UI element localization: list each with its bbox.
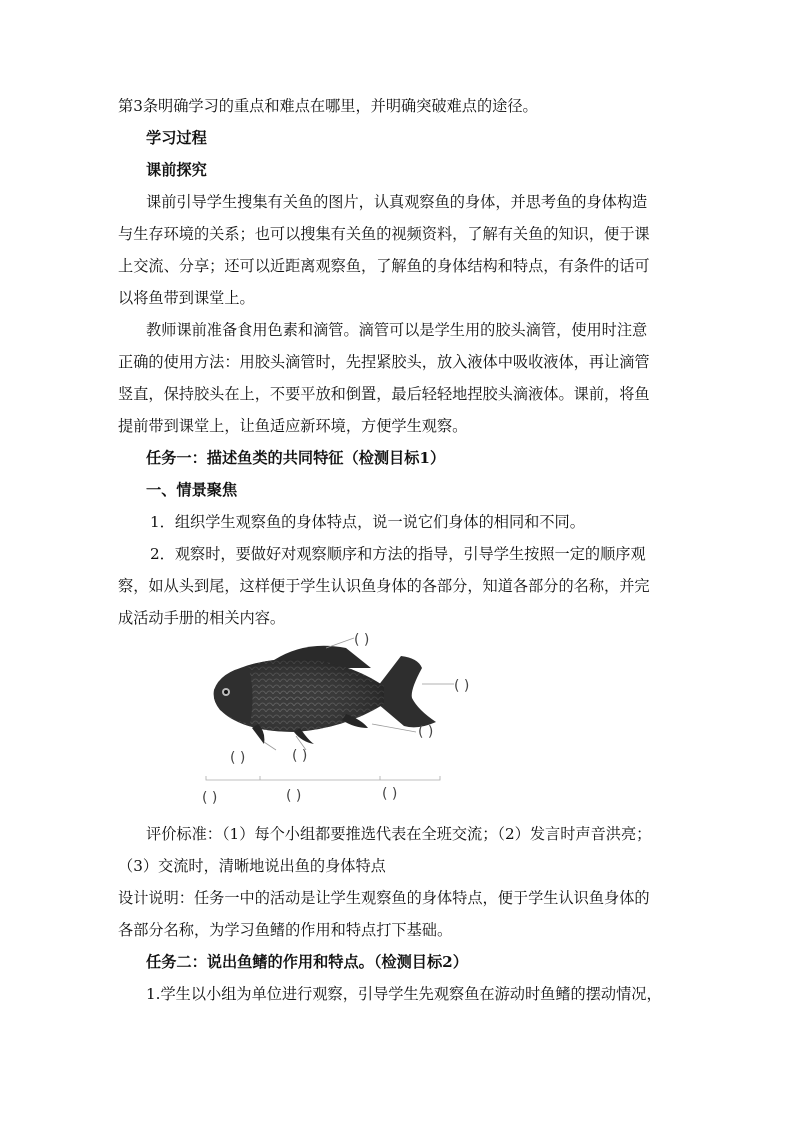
- pectoral-fin-label: ( ): [230, 750, 246, 766]
- heading-task-two: 任务二：说出鱼鳍的作用和特点。（检测目标2）: [146, 953, 468, 971]
- text-line: 以将鱼带到课堂上。: [118, 289, 255, 307]
- text-line: 各部分名称，为学习鱼鳍的作用和特点打下基础。: [118, 921, 453, 939]
- text-line: 察，如从头到尾，这样便于学生认识鱼身体的各部分，知道各部分的名称，并完: [118, 577, 650, 595]
- tail-fin: [378, 656, 436, 727]
- text-line: 上交流、分享；还可以近距离观察鱼，了解鱼的身体结构和特点，有条件的话可: [118, 257, 650, 275]
- text-line: 正确的使用方法：用胶头滴管时，先捏紧胶头，放入液体中吸收液体，再让滴管: [118, 353, 650, 371]
- fish-illustration: [196, 628, 536, 816]
- tail-fin-label: ( ): [454, 678, 470, 694]
- tail-section-label: ( ): [382, 786, 398, 802]
- heading-pre-class: 课前探究: [146, 161, 207, 179]
- pelvic-fin-label: ( ): [292, 748, 308, 764]
- dorsal-fin-label: ( ): [354, 632, 370, 648]
- head-section-label: ( ): [202, 790, 218, 806]
- heading-scene-focus: 一、情景聚焦: [146, 481, 238, 499]
- text-line: 成活动手册的相关内容。: [118, 609, 286, 627]
- heading-task-one: 任务一：描述鱼类的共同特征（检测目标1）: [146, 449, 446, 467]
- fish-diagram: [196, 628, 536, 816]
- text-line: 竖直，保持胶头在上，不要平放和倒置，最后轻轻地捏胶头滴液体。课前，将鱼: [118, 385, 650, 403]
- evaluation-criteria: 评价标准：（1）每个小组都要推选代表在全班交流；（2）发言时声音洪亮；: [146, 825, 652, 843]
- design-note: 设计说明：任务一中的活动是让学生观察鱼的身体特点，便于学生认识鱼身体的: [118, 889, 650, 907]
- list-item: 2．观察时，要做好对观察顺序和方法的指导，引导学生按照一定的顺序观: [150, 545, 646, 563]
- section-bracket: [206, 776, 440, 780]
- anal-fin-label: ( ): [418, 724, 434, 740]
- text-line: 与生存环境的关系；也可以搜集有关鱼的视频资料，了解有关鱼的知识，便于课: [118, 225, 650, 243]
- heading-learning-process: 学习过程: [146, 129, 207, 147]
- text-line: 提前带到课堂上，让鱼适应新环境，方便学生观察。: [118, 417, 468, 435]
- list-item: 1.学生以小组为单位进行观察，引导学生先观察鱼在游动时鱼鳍的摆动情况，: [146, 985, 662, 1003]
- text-line: （3）交流时，清晰地说出鱼的身体特点: [118, 857, 386, 875]
- list-item: 1．组织学生观察鱼的身体特点，说一说它们身体的相同和不同。: [150, 513, 585, 531]
- trunk-section-label: ( ): [286, 788, 302, 804]
- text-line: 第3条明确学习的重点和难点在哪里，并明确突破难点的途径。: [118, 97, 538, 115]
- fish-head: [214, 666, 253, 724]
- text-line: 教师课前准备食用色素和滴管。滴管可以是学生用的胶头滴管，使用时注意: [146, 321, 648, 339]
- text-line: 课前引导学生搜集有关鱼的图片，认真观察鱼的身体，并思考鱼的身体构造: [146, 193, 648, 211]
